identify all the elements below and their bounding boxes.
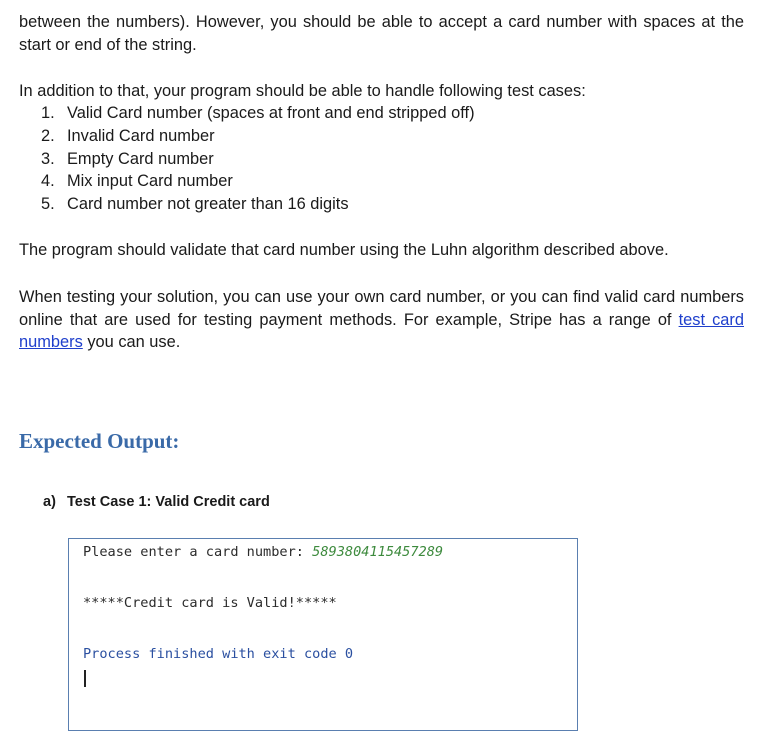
list-text: Invalid Card number [67,126,215,145]
test-case-list [41,102,475,216]
test-case-label [43,494,270,510]
list-item [41,125,475,148]
testing-text: When testing your solution, you can use your own card number, or you can find valid card numbers online that are used for testing payment methods. For example, Stripe has a range of [19,288,744,329]
list-text: Mix input Card number [67,172,233,191]
case-letter: a) [43,494,56,510]
list-number: 4. [41,172,55,191]
testing-paragraph [19,286,744,354]
list-text: Valid Card number (spaces at front and end stripped off) [67,104,475,122]
list-item [41,170,475,193]
console-prompt-line [83,544,443,560]
list-number: 5. [41,195,55,214]
test-card-numbers-link[interactable]: test card numbers [19,310,744,351]
list-text: Empty Card number [67,149,214,168]
list-number: 2. [41,126,55,145]
test-cases-intro: In addition to that, your program should be able to handle following test cases: [19,82,586,100]
list-number: 1. [41,104,55,122]
testing-text-end: you can use. [82,333,181,351]
list-number: 3. [41,149,55,168]
console-output [68,538,578,731]
list-item [41,102,475,125]
expected-output-heading: Expected Output: [19,429,180,453]
list-item [41,193,475,216]
case-title: Test Case 1: Valid Credit card [67,494,270,510]
console-exit-message: Process finished with exit code 0 [83,646,354,662]
console-result: *****Credit card is Valid!***** [83,595,337,611]
console-prompt: Please enter a card number: [83,544,313,560]
text-cursor [84,670,86,687]
list-item [41,148,475,171]
luhn-paragraph: The program should validate that card number using the Luhn algorithm described above. [19,241,669,259]
list-text: Card number not greater than 16 digits [67,195,349,214]
console-input-value: 5893804115457289 [312,544,444,560]
intro-paragraph: between the numbers). However, you should be able to accept a card number with spaces at the start or end of the string. [19,13,744,54]
